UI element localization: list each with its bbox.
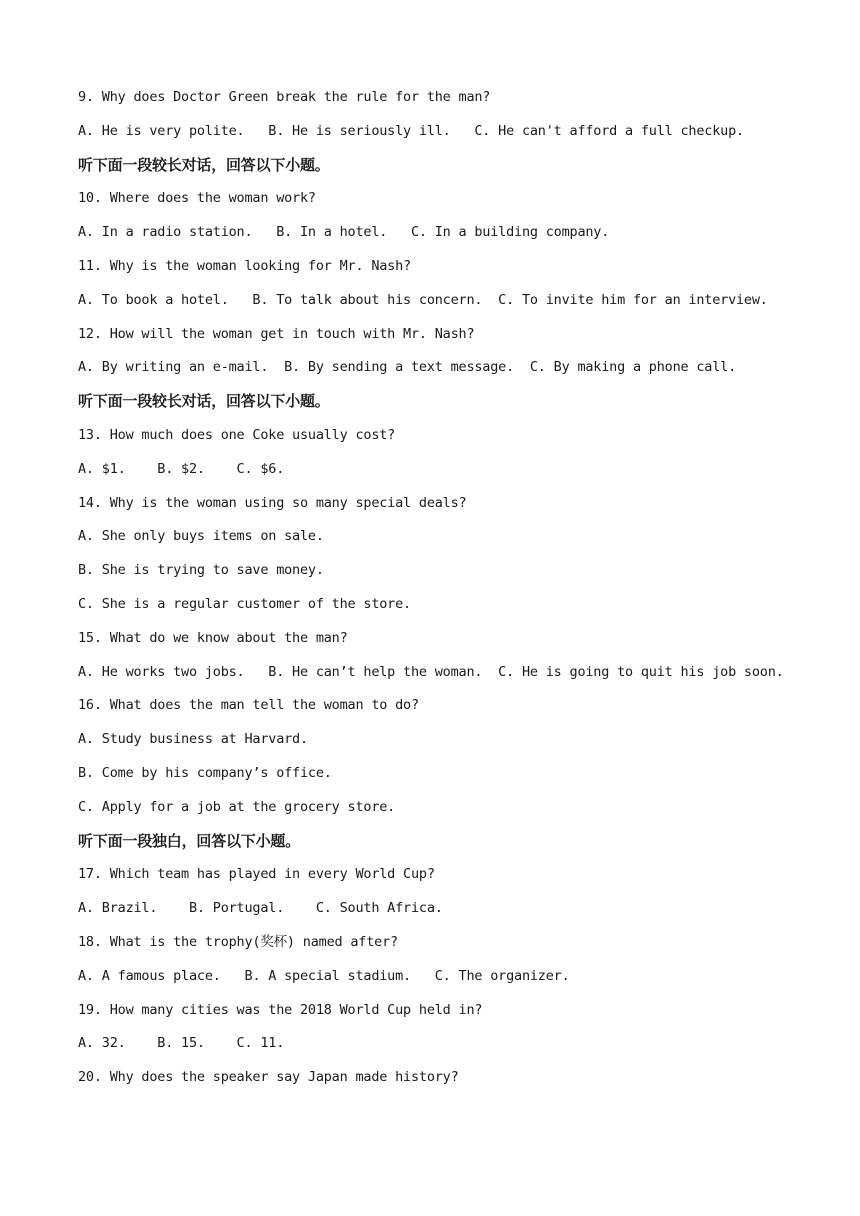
- option-16-c: C. Apply for a job at the grocery store.: [78, 798, 396, 815]
- question-12: 12. How will the woman get in touch with Mr. Nash?: [78, 325, 475, 342]
- question-13: 13. How much does one Coke usually cost?: [78, 426, 396, 443]
- question-17: 17. Which team has played in every World Cup?: [78, 866, 435, 883]
- option-16-a: A. Study business at Harvard.: [78, 731, 308, 748]
- question-16: 16. What does the man tell the woman to do?: [78, 697, 419, 714]
- option-14-a: A. She only buys items on sale.: [78, 528, 324, 545]
- options-11: A. To book a hotel. B. To talk about his concern. C. To invite him for an interview.: [78, 291, 768, 308]
- options-9: A. He is very polite. B. He is seriously ill. C. He can't afford a full checkup.: [78, 122, 744, 139]
- options-13: A. $1. B. $2. C. $6.: [78, 460, 285, 477]
- question-9: 9. Why does Doctor Green break the rule for the man?: [78, 89, 491, 105]
- question-10: 10. Where does the woman work?: [78, 190, 316, 207]
- section-heading: 听下面一段独白，回答以下小题。: [78, 831, 301, 850]
- question-14: 14. Why is the woman using so many special deals?: [78, 494, 467, 511]
- question-20: 20. Why does the speaker say Japan made history?: [78, 1069, 459, 1086]
- options-19: A. 32. B. 15. C. 11.: [78, 1035, 285, 1052]
- options-18: A. A famous place. B. A special stadium. C. The organizer.: [78, 967, 570, 984]
- options-17: A. Brazil. B. Portugal. C. South Africa.: [78, 900, 443, 917]
- option-16-b: B. Come by his company’s office.: [78, 764, 332, 781]
- question-15: 15. What do we know about the man?: [78, 629, 348, 646]
- option-14-b: B. She is trying to save money.: [78, 562, 324, 579]
- question-19: 19. How many cities was the 2018 World Cup held in?: [78, 1001, 483, 1018]
- option-14-c: C. She is a regular customer of the store.: [78, 595, 411, 612]
- section-heading: 听下面一段较长对话，回答以下小题。: [78, 155, 330, 174]
- question-18: 18. What is the trophy(奖杯) named after?: [78, 933, 398, 950]
- question-11: 11. Why is the woman looking for Mr. Nash?: [78, 257, 411, 274]
- options-12: A. By writing an e-mail. B. By sending a text message. C. By making a phone call.: [78, 359, 736, 376]
- options-15: A. He works two jobs. B. He can’t help the woman. C. He is going to quit his job soon.: [78, 663, 784, 680]
- section-heading: 听下面一段较长对话，回答以下小题。: [78, 392, 330, 411]
- options-10: A. In a radio station. B. In a hotel. C. In a building company.: [78, 224, 610, 241]
- exam-text: [78, 86, 838, 1100]
